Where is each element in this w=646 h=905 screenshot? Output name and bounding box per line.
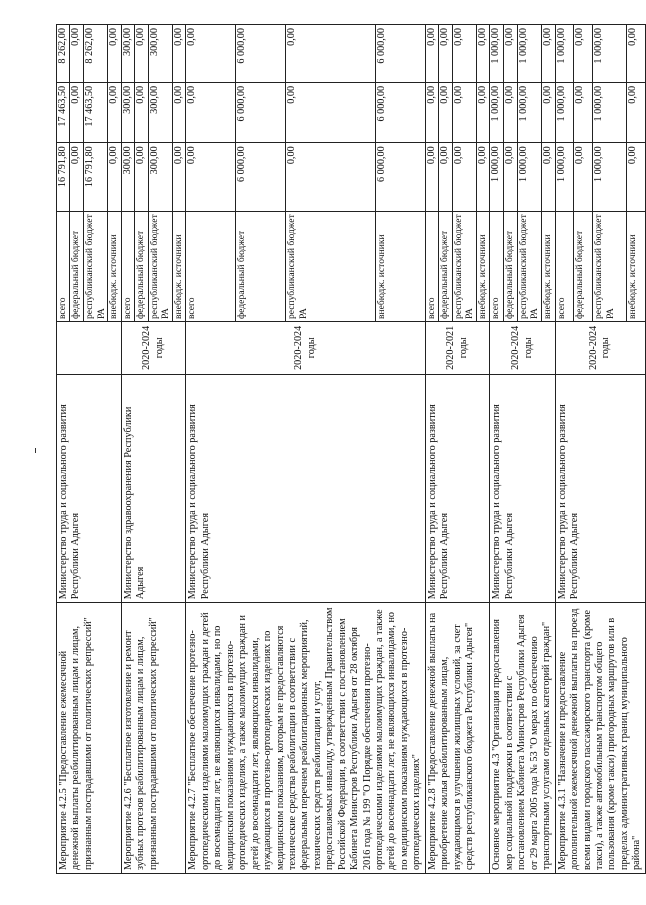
amount-cell: 6 000,00 — [376, 82, 426, 142]
amount-cell: 1 000,00 — [490, 25, 504, 83]
executor-cell: Министерство труда и социального развития Республики Адыгея — [490, 374, 555, 603]
amount-cell: 0,00 — [173, 25, 186, 83]
funding-source-cell: республиканский бюджет РА — [83, 211, 107, 321]
amount-cell: 1 000,00 — [555, 143, 574, 211]
funding-source-cell: федеральный бюджет — [439, 211, 452, 321]
executor-cell: Министерство труда и социального развития Республики Адыгея — [425, 374, 490, 603]
amount-cell: 16 791,80 — [83, 143, 107, 211]
table-row — [425, 25, 438, 874]
amount-cell: 0,00 — [439, 82, 452, 142]
amount-cell: 300,00 — [121, 25, 134, 83]
funding-source-cell: всего — [121, 211, 134, 321]
measure-description: Мероприятие 4.2.5 "Предоставление ежемесячной денежной выплаты реабилитированным лицам и лицам, признанным пострадавшими от политических репрессий" — [57, 603, 122, 874]
period-cell: 2020-2024 годы — [186, 322, 425, 375]
funding-source-cell: всего — [425, 211, 438, 321]
executor-cell: Министерство труда и социального развития Республики Адыгея — [57, 374, 122, 603]
period-cell — [57, 322, 122, 375]
amount-cell: 0,00 — [477, 143, 490, 211]
amount-cell: 1 000,00 — [517, 143, 542, 211]
amount-cell: 1 000,00 — [593, 82, 627, 142]
funding-source-cell: республиканский бюджет РА — [285, 211, 375, 321]
amount-cell: 0,00 — [542, 143, 556, 211]
amount-cell: 0,00 — [285, 82, 375, 142]
scan-mark — [35, 448, 36, 453]
amount-cell: 0,00 — [542, 82, 556, 142]
amount-cell: 0,00 — [574, 25, 593, 83]
funding-source-cell: внебюдж. источники — [173, 211, 186, 321]
executor-cell: Министерство труда и социального развития Республики Адыгея — [555, 374, 645, 603]
amount-cell: 0,00 — [452, 25, 476, 83]
amount-cell: 1 000,00 — [555, 25, 574, 83]
amount-cell: 0,00 — [70, 82, 83, 142]
measure-description: Мероприятие 4.2.8 "Предоставление денежной выплаты на приобретение жилья реабилитированным лицам, нуждающимся в улучшении жилищных условий, за счет средств республиканского бюджета Республики Адыгея" — [425, 603, 490, 874]
amount-cell: 0,00 — [574, 143, 593, 211]
executor-cell: Министерство труда и социального развития Республики Адыгея — [186, 374, 425, 603]
funding-source-cell: внебюдж. источники — [477, 211, 490, 321]
amount-cell: 0,00 — [70, 143, 83, 211]
amount-cell: 0,00 — [626, 25, 645, 83]
amount-cell: 300,00 — [148, 25, 172, 83]
amount-cell: 0,00 — [135, 82, 148, 142]
amount-cell: 0,00 — [439, 25, 452, 83]
amount-cell: 0,00 — [542, 25, 556, 83]
funding-source-cell: всего — [490, 211, 504, 321]
executor-cell: Министерство здравоохранения Республики Адыгея — [121, 374, 186, 603]
amount-cell: 0,00 — [135, 143, 148, 211]
amount-cell: 8 262,00 — [83, 25, 107, 83]
amount-cell: 0,00 — [186, 25, 236, 83]
amount-cell: 0,00 — [108, 143, 121, 211]
amount-cell: 0,00 — [452, 143, 476, 211]
measure-description: Мероприятие 4.2.6 "Бесплатное изготовление и ремонт зубных протезов реабилитированным лицам и лицам, признанным пострадавшими от политических репрессий" — [121, 603, 186, 874]
amount-cell: 16 791,80 — [57, 143, 70, 211]
amount-cell: 300,00 — [148, 143, 172, 211]
amount-cell: 0,00 — [626, 143, 645, 211]
amount-cell: 0,00 — [504, 25, 518, 83]
amount-cell: 6 000,00 — [236, 143, 286, 211]
funding-source-cell: внебюдж. источники — [626, 211, 645, 321]
table-row — [186, 25, 236, 874]
amount-cell: 0,00 — [626, 82, 645, 142]
amount-cell: 1 000,00 — [490, 143, 504, 211]
amount-cell: 0,00 — [425, 25, 438, 83]
period-cell: 2020-2024 годы — [121, 322, 186, 375]
funding-source-cell: федеральный бюджет — [504, 211, 518, 321]
funding-source-cell: внебюдж. источники — [542, 211, 556, 321]
measure-description: Мероприятие 4.2.7 "Бесплатное обеспечение протезно-ортопедическими изделиями малоимущих граждан и детей до восемнадцати лет, не являющихся инвалидами, но по медицинским показаниям нуждающихся в протезно-ортопедических изделиях, а также малоимущих граждан и детей до восемнадцати лет, являющихся инвалидами, нуждающихся в протезно-ортопедических изделиях по медицинским показаниям, которым не предоставляются технические средства реабилитации в соответствии с федеральным перечнем реабилитационных мероприятий, технических средств реабилитации и услуг, предоставляемых инвалиду, утвержденным Правительством Российской Федерации, в соответствии с постановлением Кабинета Министров Республики Адыгея от 28 октября 2016 года № 199 "О Порядке обеспечения протезно-ортопедическими изделиями малоимущих граждан, а также детей до восемнадцати лет, не являющихся инвалидами, но по медицинским показаниям нуждающихся в протезно-ортопедических изделиях" — [186, 603, 425, 874]
measure-description: Мероприятие 4.3.1 "Назначение и предоставление дополнительной ежемесячной денежной выплаты на проезд всеми видами городского пассажирского транспорта (кроме такси), а также автомобильным транспортом общего пользования (кроме такси) пригородных маршрутов или в пределах административных границ муниципального района" — [555, 603, 645, 874]
funding-source-cell: всего — [57, 211, 70, 321]
amount-cell: 0,00 — [186, 82, 236, 142]
amount-cell: 1 000,00 — [517, 82, 542, 142]
amount-cell: 17 463,50 — [83, 82, 107, 142]
amount-cell: 0,00 — [425, 82, 438, 142]
amount-cell: 6 000,00 — [376, 143, 426, 211]
amount-cell: 0,00 — [173, 143, 186, 211]
table-row — [555, 25, 574, 874]
period-cell: 2020-2024 годы — [555, 322, 645, 375]
amount-cell: 6 000,00 — [376, 25, 426, 83]
amount-cell: 8 262,00 — [57, 25, 70, 83]
rotated-table-wrapper — [56, 24, 643, 874]
table-row — [121, 25, 134, 874]
amount-cell: 0,00 — [439, 143, 452, 211]
amount-cell: 0,00 — [285, 143, 375, 211]
funding-source-cell: республиканский бюджет РА — [593, 211, 627, 321]
funding-source-cell: республиканский бюджет РА — [452, 211, 476, 321]
funding-source-cell: внебюдж. источники — [108, 211, 121, 321]
funding-source-cell: федеральный бюджет — [135, 211, 148, 321]
amount-cell: 1 000,00 — [555, 82, 574, 142]
amount-cell: 300,00 — [121, 82, 134, 142]
program-measures-table — [56, 24, 646, 874]
funding-source-cell: федеральный бюджет — [236, 211, 286, 321]
table-row — [490, 25, 504, 874]
amount-cell: 300,00 — [121, 143, 134, 211]
period-cell: 2020-2021 годы — [425, 322, 490, 375]
amount-cell: 0,00 — [477, 82, 490, 142]
amount-cell: 300,00 — [148, 82, 172, 142]
amount-cell: 0,00 — [135, 25, 148, 83]
funding-source-cell: федеральный бюджет — [70, 211, 83, 321]
amount-cell: 0,00 — [425, 143, 438, 211]
amount-cell: 0,00 — [70, 25, 83, 83]
amount-cell: 0,00 — [477, 25, 490, 83]
funding-source-cell: федеральный бюджет — [574, 211, 593, 321]
period-cell: 2020-2024 годы — [490, 322, 555, 375]
funding-source-cell: республиканский бюджет РА — [517, 211, 542, 321]
amount-cell: 1 000,00 — [517, 25, 542, 83]
amount-cell: 0,00 — [173, 82, 186, 142]
amount-cell: 0,00 — [504, 143, 518, 211]
amount-cell: 1 000,00 — [593, 25, 627, 83]
amount-cell: 0,00 — [452, 82, 476, 142]
amount-cell: 0,00 — [186, 143, 236, 211]
amount-cell: 6 000,00 — [236, 82, 286, 142]
measure-description: Основное мероприятие 4.3 "Организация предоставления мер социальной поддержки в соответствии с постановлением Кабинета Министров Республики Адыгея от 29 марта 2005 года № 53 "О мерах по обеспечению транспортными услугами отдельных категорий граждан" — [490, 603, 555, 874]
amount-cell: 0,00 — [504, 82, 518, 142]
amount-cell: 0,00 — [108, 25, 121, 83]
table-row — [57, 25, 70, 874]
funding-source-cell: республиканский бюджет РА — [148, 211, 172, 321]
funding-source-cell: всего — [186, 211, 236, 321]
amount-cell: 17 463,50 — [57, 82, 70, 142]
amount-cell: 0,00 — [574, 82, 593, 142]
amount-cell: 1 000,00 — [593, 143, 627, 211]
funding-source-cell: всего — [555, 211, 574, 321]
amount-cell: 6 000,00 — [236, 25, 286, 83]
amount-cell: 0,00 — [108, 82, 121, 142]
funding-source-cell: внебюдж. источники — [376, 211, 426, 321]
amount-cell: 0,00 — [285, 25, 375, 83]
amount-cell: 1 000,00 — [490, 82, 504, 142]
